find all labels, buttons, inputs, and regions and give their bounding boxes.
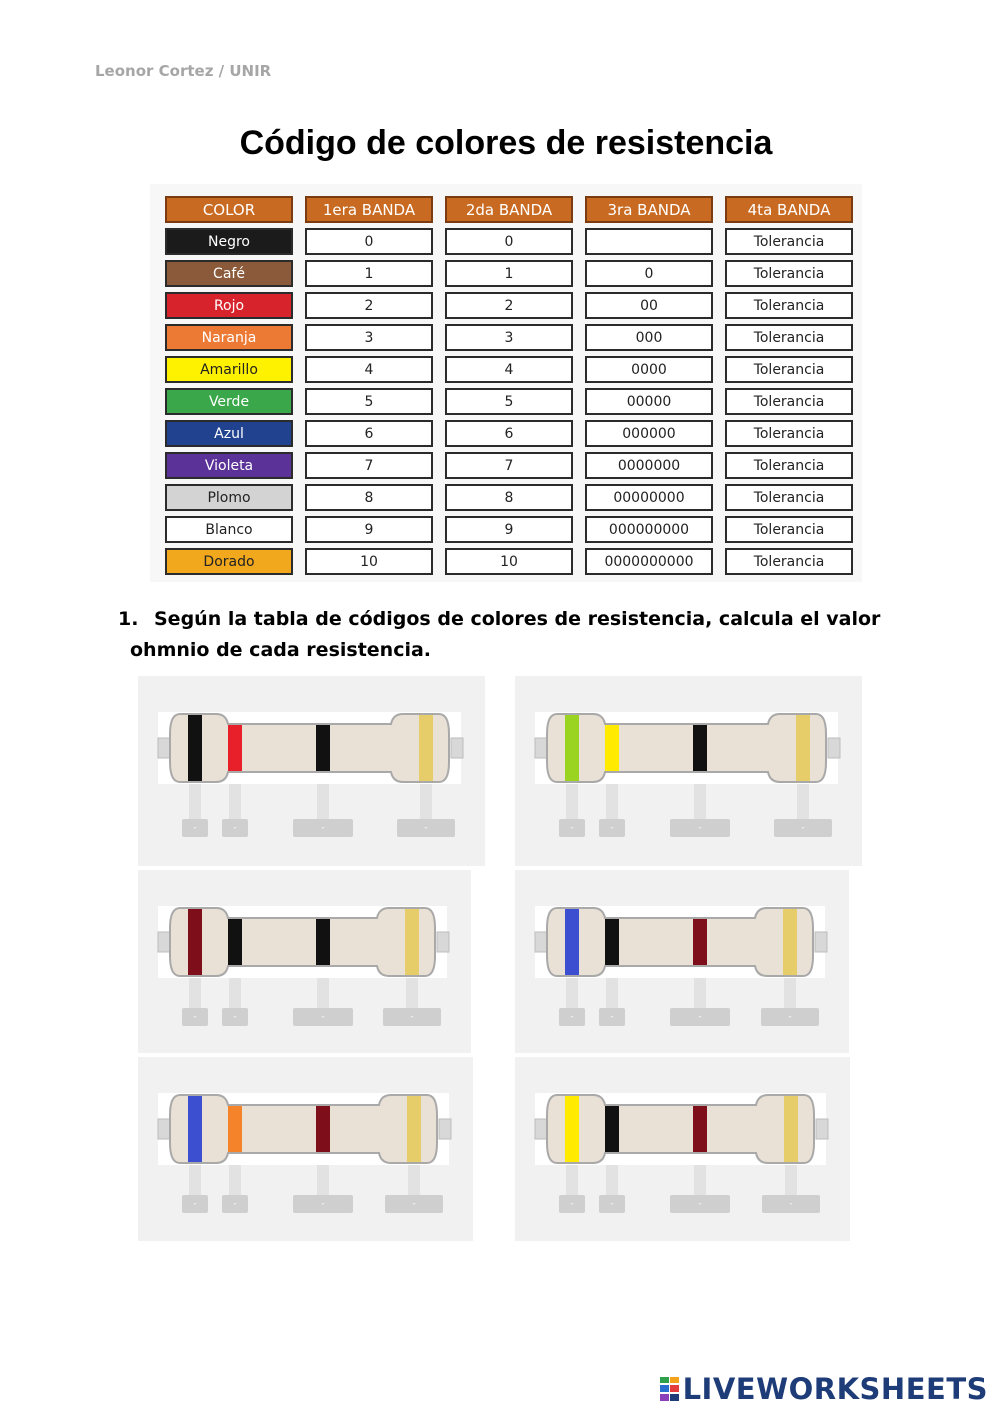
table-cell-band-4: Tolerancia — [725, 292, 853, 319]
table-cell-band-4: Tolerancia — [725, 452, 853, 479]
resistor-band-3 — [693, 919, 707, 965]
table-cell-band-1: 4 — [305, 356, 433, 383]
answer-input-band-2[interactable]: - — [222, 1195, 248, 1213]
resistor-band-4 — [796, 715, 810, 781]
answer-input-band-1[interactable]: - — [559, 819, 585, 837]
table-cell-band-3: 00000 — [585, 388, 713, 415]
table-cell-band-4: Tolerancia — [725, 484, 853, 511]
table-cell-band-1: 2 — [305, 292, 433, 319]
resistor-band-1 — [188, 1096, 202, 1162]
table-cell-band-3: 000000 — [585, 420, 713, 447]
color-swatch-cell: Verde — [165, 388, 293, 415]
answer-input-band-3[interactable]: - — [293, 1008, 353, 1026]
question-1 — [118, 604, 938, 666]
answer-input-band-3[interactable]: - — [670, 819, 730, 837]
color-swatch-cell: Negro — [165, 228, 293, 255]
answer-input-band-2[interactable]: - — [222, 1008, 248, 1026]
resistor-band-2 — [605, 919, 619, 965]
color-swatch-cell: Naranja — [165, 324, 293, 351]
resistor-band-4 — [405, 909, 419, 975]
color-swatch-cell: Dorado — [165, 548, 293, 575]
table-cell-band-3: 0000 — [585, 356, 713, 383]
table-cell-band-3: 000 — [585, 324, 713, 351]
table-cell-band-1: 8 — [305, 484, 433, 511]
answer-input-band-1[interactable]: - — [182, 1195, 208, 1213]
table-cell-band-4: Tolerancia — [725, 388, 853, 415]
resistor-band-1 — [565, 1096, 579, 1162]
resistor-drawing — [138, 870, 471, 980]
table-cell-band-2: 6 — [445, 420, 573, 447]
table-cell-band-4: Tolerancia — [725, 356, 853, 383]
table-header-0: COLOR — [165, 196, 293, 223]
color-code-table — [150, 184, 862, 582]
answer-input-band-3[interactable]: - — [293, 1195, 353, 1213]
resistor-drawing — [515, 870, 849, 980]
table-cell-band-1: 3 — [305, 324, 433, 351]
color-swatch-cell: Rojo — [165, 292, 293, 319]
resistor-band-2 — [605, 725, 619, 771]
resistor-panel-2 — [515, 676, 862, 866]
table-cell-band-3: 00 — [585, 292, 713, 319]
table-cell-band-3: 0000000 — [585, 452, 713, 479]
table-cell-band-2: 10 — [445, 548, 573, 575]
liveworksheets-mark-icon — [659, 1376, 681, 1402]
table-cell-band-2: 1 — [445, 260, 573, 287]
table-cell-band-3: 0000000000 — [585, 548, 713, 575]
resistor-panel-6 — [515, 1057, 850, 1241]
table-cell-band-2: 3 — [445, 324, 573, 351]
table-cell-band-1: 6 — [305, 420, 433, 447]
table-header-1: 1era BANDA — [305, 196, 433, 223]
answer-input-band-3[interactable]: - — [293, 819, 353, 837]
answer-input-band-2[interactable]: - — [599, 819, 625, 837]
answer-input-band-1[interactable]: - — [559, 1195, 585, 1213]
table-cell-band-3: 0 — [585, 260, 713, 287]
answer-input-band-4[interactable]: - — [762, 1195, 820, 1213]
resistor-band-3 — [693, 725, 707, 771]
color-swatch-cell: Blanco — [165, 516, 293, 543]
table-header-4: 4ta BANDA — [725, 196, 853, 223]
table-cell-band-4: Tolerancia — [725, 228, 853, 255]
table-cell-band-2: 5 — [445, 388, 573, 415]
answer-input-band-1[interactable]: - — [182, 819, 208, 837]
resistor-band-4 — [407, 1096, 421, 1162]
resistor-band-3 — [316, 725, 330, 771]
footer-brand: LIVEWORKSHEETS — [682, 1372, 988, 1406]
color-swatch-cell: Azul — [165, 420, 293, 447]
question-text-line1: Según la tabla de códigos de colores de resistencia, calcula el valor — [154, 608, 881, 630]
color-swatch-cell: Café — [165, 260, 293, 287]
question-text-line2: ohmnio de cada resistencia. — [130, 639, 432, 661]
table-cell-band-4: Tolerancia — [725, 324, 853, 351]
resistor-band-1 — [188, 715, 202, 781]
resistor-band-4 — [419, 715, 433, 781]
resistor-panel-3 — [138, 870, 471, 1053]
resistor-band-4 — [784, 1096, 798, 1162]
answer-input-band-2[interactable]: - — [599, 1008, 625, 1026]
resistor-band-2 — [605, 1106, 619, 1152]
table-cell-band-1: 1 — [305, 260, 433, 287]
table-cell-band-1: 9 — [305, 516, 433, 543]
resistor-band-2 — [228, 919, 242, 965]
table-header-2: 2da BANDA — [445, 196, 573, 223]
answer-input-band-2[interactable]: - — [599, 1195, 625, 1213]
table-cell-band-3 — [585, 228, 713, 255]
table-cell-band-2: 8 — [445, 484, 573, 511]
table-cell-band-4: Tolerancia — [725, 420, 853, 447]
answer-input-band-1[interactable]: - — [182, 1008, 208, 1026]
table-cell-band-1: 7 — [305, 452, 433, 479]
resistor-panel-1 — [138, 676, 485, 866]
resistor-band-1 — [565, 909, 579, 975]
color-swatch-cell: Plomo — [165, 484, 293, 511]
color-swatch-cell: Amarillo — [165, 356, 293, 383]
answer-input-band-2[interactable]: - — [222, 819, 248, 837]
answer-input-band-4[interactable]: - — [774, 819, 832, 837]
page-title: Código de colores de resistencia — [239, 124, 773, 162]
resistor-panel-4 — [515, 870, 849, 1053]
table-cell-band-4: Tolerancia — [725, 548, 853, 575]
table-cell-band-2: 7 — [445, 452, 573, 479]
resistor-band-3 — [693, 1106, 707, 1152]
resistor-band-2 — [228, 725, 242, 771]
resistor-drawing — [515, 676, 862, 786]
resistor-band-3 — [316, 919, 330, 965]
color-swatch-cell: Violeta — [165, 452, 293, 479]
table-cell-band-1: 0 — [305, 228, 433, 255]
table-header-3: 3ra BANDA — [585, 196, 713, 223]
table-cell-band-4: Tolerancia — [725, 260, 853, 287]
resistor-band-4 — [783, 909, 797, 975]
table-cell-band-4: Tolerancia — [725, 516, 853, 543]
answer-input-band-4[interactable]: - — [397, 819, 455, 837]
resistor-band-1 — [188, 909, 202, 975]
table-cell-band-2: 2 — [445, 292, 573, 319]
table-cell-band-1: 5 — [305, 388, 433, 415]
table-cell-band-3: 00000000 — [585, 484, 713, 511]
resistor-panel-5 — [138, 1057, 473, 1241]
answer-input-band-1[interactable]: - — [559, 1008, 585, 1026]
table-cell-band-3: 000000000 — [585, 516, 713, 543]
resistor-band-1 — [565, 715, 579, 781]
resistor-band-2 — [228, 1106, 242, 1152]
table-cell-band-1: 10 — [305, 548, 433, 575]
table-cell-band-2: 4 — [445, 356, 573, 383]
liveworksheets-logo — [659, 1372, 988, 1406]
answer-input-band-3[interactable]: - — [670, 1008, 730, 1026]
table-cell-band-2: 0 — [445, 228, 573, 255]
resistor-drawing — [138, 676, 485, 786]
resistor-drawing — [138, 1057, 473, 1167]
answer-input-band-4[interactable]: - — [761, 1008, 819, 1026]
table-cell-band-2: 9 — [445, 516, 573, 543]
answer-input-band-3[interactable]: - — [670, 1195, 730, 1213]
author-credit: Leonor Cortez / UNIR — [95, 62, 272, 80]
resistor-band-3 — [316, 1106, 330, 1152]
resistor-drawing — [515, 1057, 850, 1167]
answer-input-band-4[interactable]: - — [383, 1008, 441, 1026]
answer-input-band-4[interactable]: - — [385, 1195, 443, 1213]
question-number: 1. — [118, 608, 139, 630]
